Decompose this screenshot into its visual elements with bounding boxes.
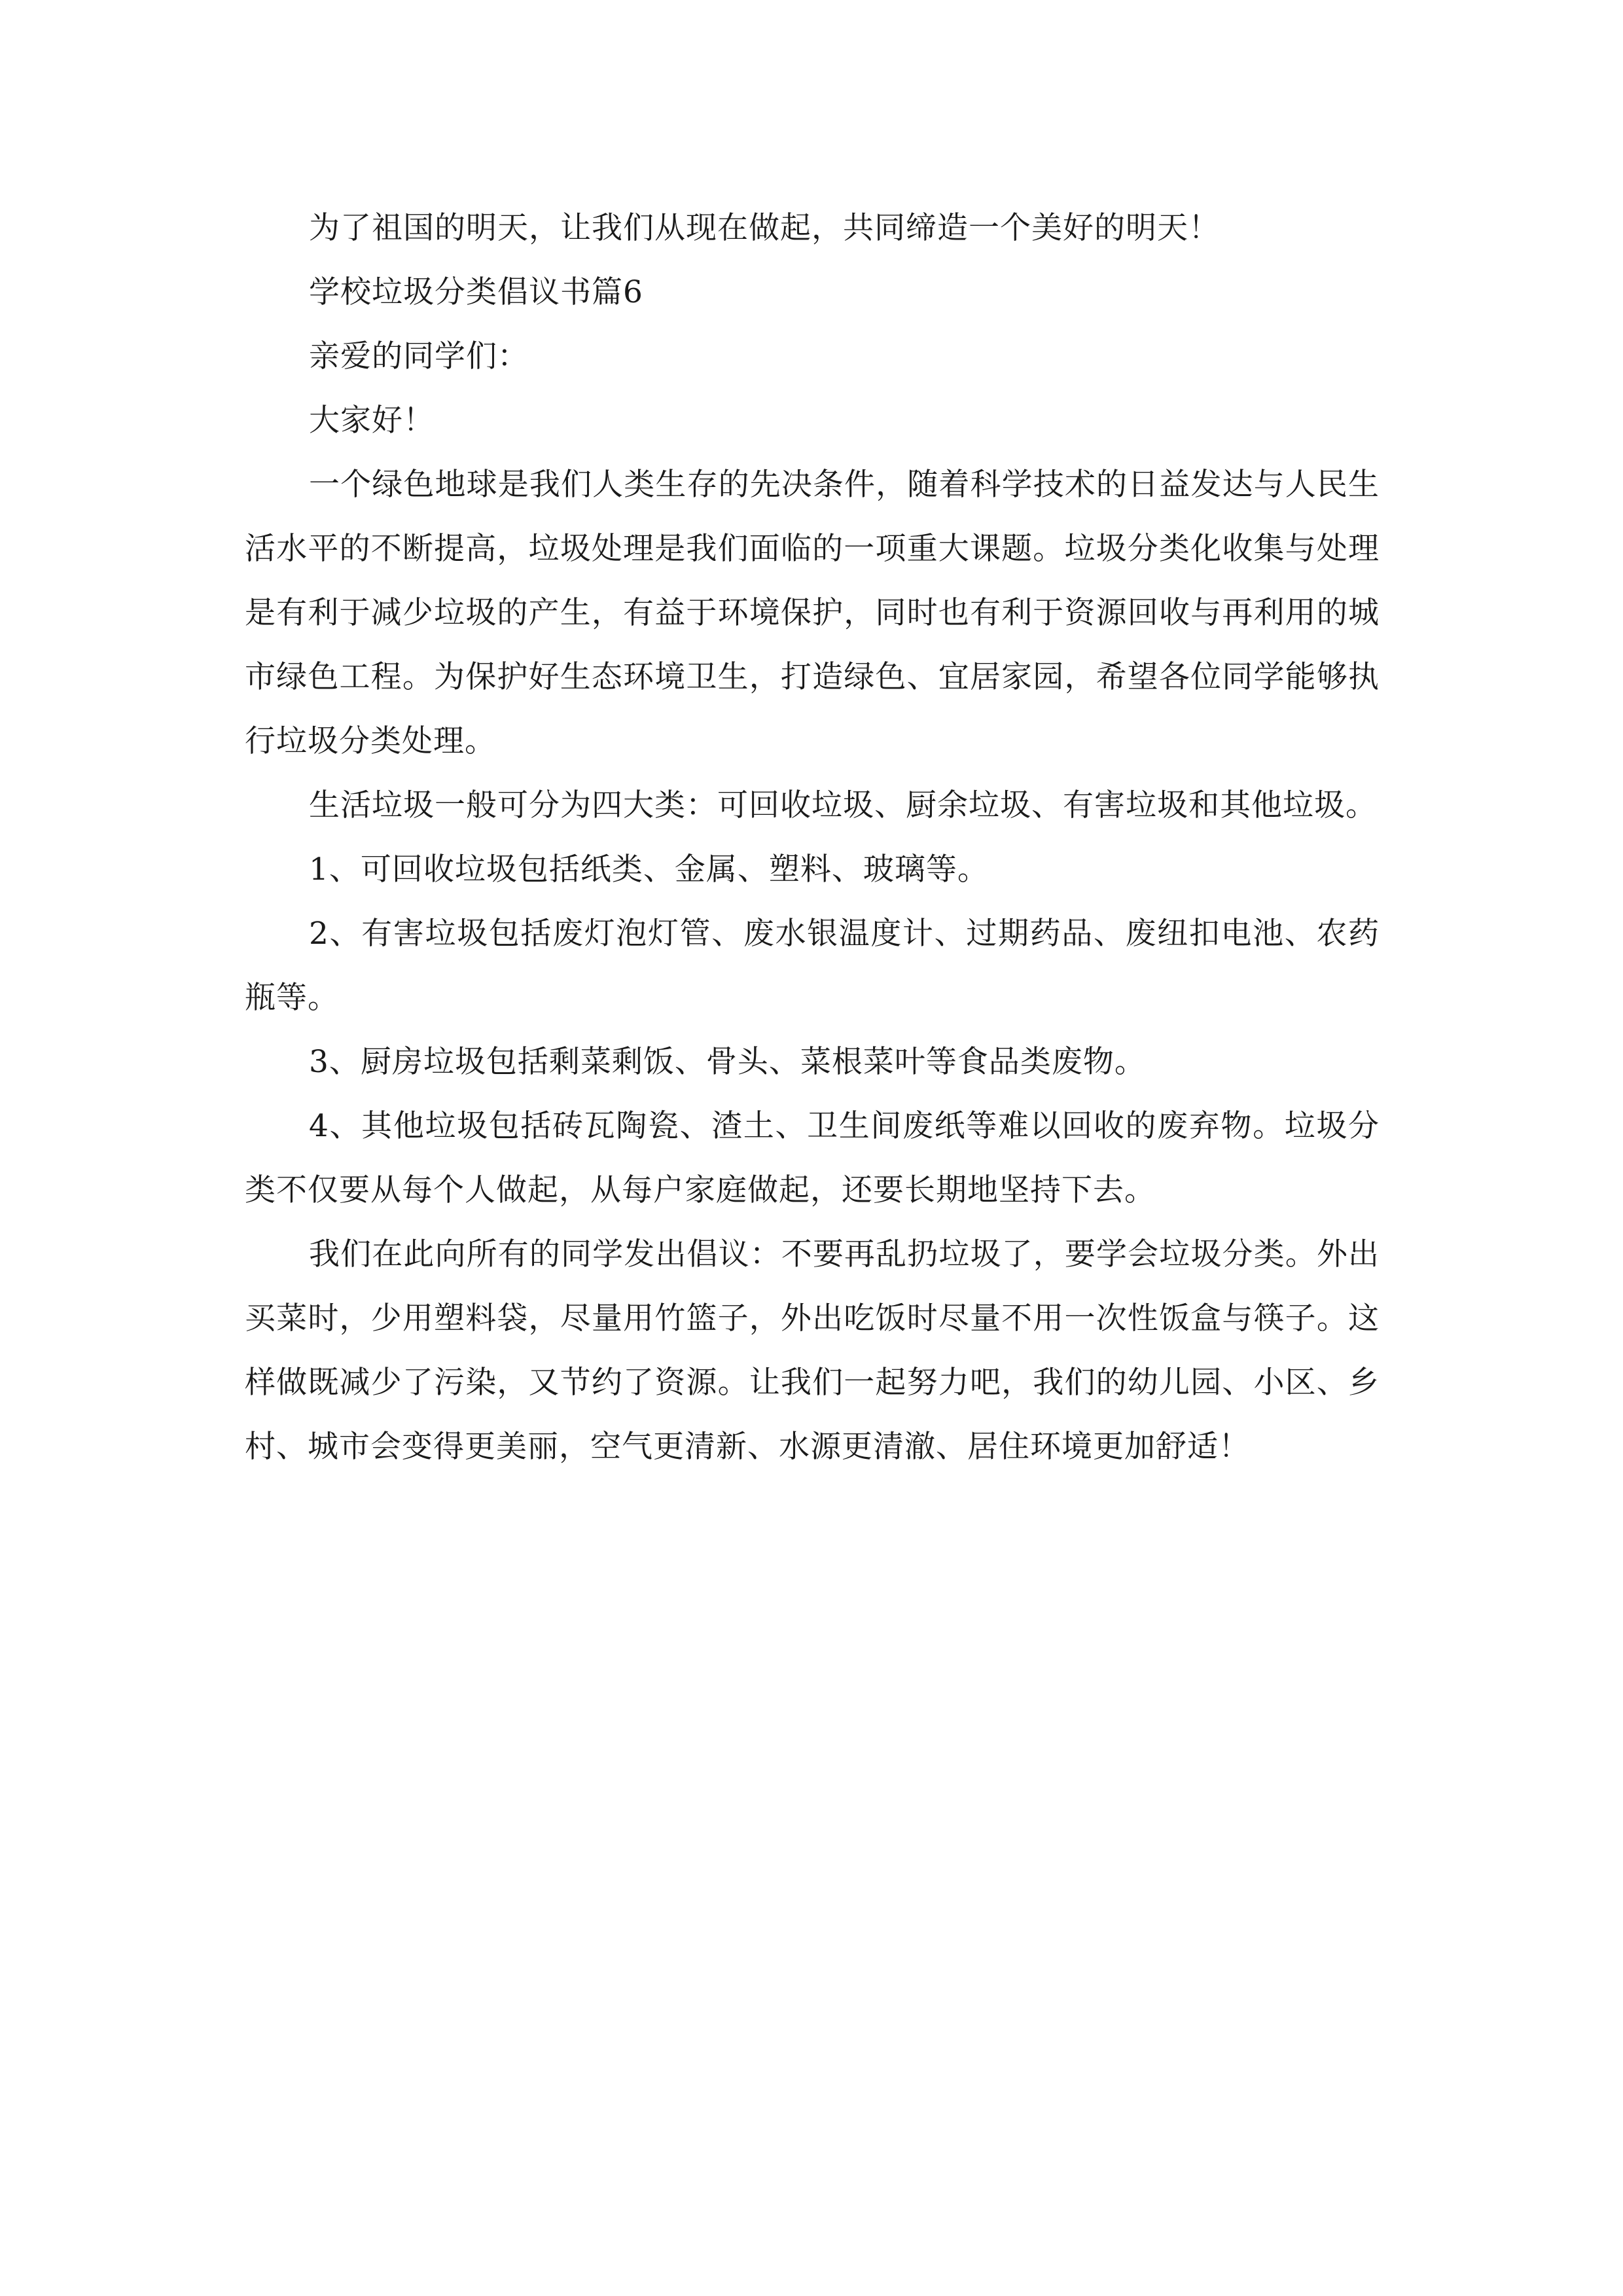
closing-sentence: 为了祖国的明天，让我们从现在做起，共同缔造一个美好的明天！ [309,210,1220,246]
categories-paragraph: 生活垃圾一般可分为四大类：可回收垃圾、厨余垃圾、有害垃圾和其他垃圾。 [309,787,1377,823]
proposal-paragraph: 我们在此向所有的同学发出倡议：不要再乱扔垃圾了，要学会垃圾分类。外出买菜时，少用塑料袋，尽量用竹篮子，外出吃饭时尽量不用一次性饭盒与筷子。这样做既减少了污染，又节约了资源。让我们一起努力吧，我们的幼儿园、小区、乡村、城市会变得更美丽，空气更清新、水源更清澈、居住环境更加舒适！ [245,1236,1380,1465]
intro-paragraph: 一个绿色地球是我们人类生存的先决条件，随着科学技术的日益发达与人民生活水平的不断提高，垃圾处理是我们面临的一项重大课题。垃圾分类化收集与处理是有利于减少垃圾的产生，有益于环境保护，同时也有利于资源回收与再利用的城市绿色工程。为保护好生态环境卫生，打造绿色、宜居家园，希望各位同学能够执行垃圾分类处理。 [245,467,1380,759]
list-item-hazardous: 2、有害垃圾包括废灯泡灯管、废水银温度计、过期药品、废纽扣电池、农药瓶等。 [245,916,1380,1016]
list-item-kitchen: 3、厨房垃圾包括剩菜剩饭、骨头、菜根菜叶等食品类废物。 [309,1044,1146,1080]
greeting: 大家好！ [309,403,435,439]
section-title: 学校垃圾分类倡议书篇6 [309,274,643,310]
document-body [245,196,1380,1479]
list-item-other: 4、其他垃圾包括砖瓦陶瓷、渣土、卫生间废纸等难以回收的废弃物。垃圾分类不仅要从每个人做起，从每户家庭做起，还要长期地坚持下去。 [245,1108,1380,1208]
salutation: 亲爱的同学们： [309,338,529,374]
list-item-recyclable: 1、可回收垃圾包括纸类、金属、塑料、玻璃等。 [309,852,989,888]
